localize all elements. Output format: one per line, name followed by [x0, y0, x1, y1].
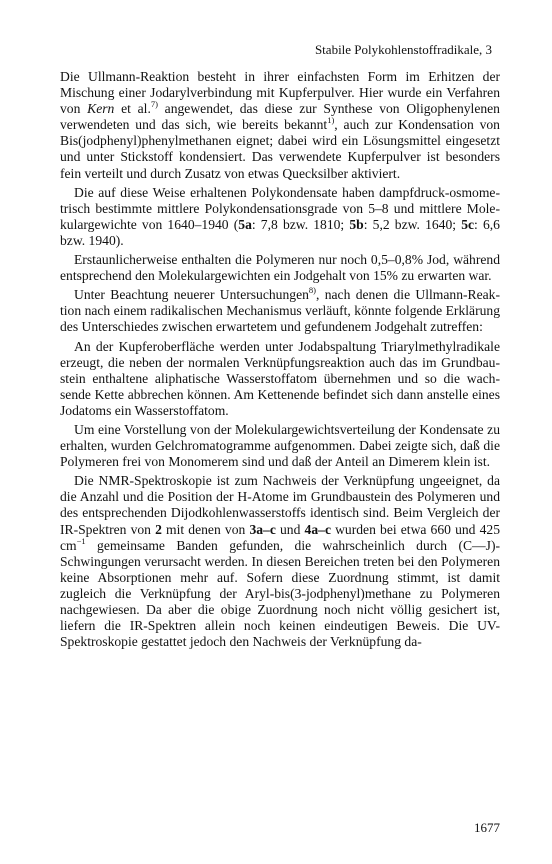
- superscript: −1: [76, 535, 86, 546]
- italic-text: Kern: [87, 101, 115, 117]
- superscript: 1): [327, 115, 335, 126]
- text-run: und: [275, 521, 305, 537]
- text-run: gemeinsame Banden gefunden, die wahrscheinlich durch (C—J)-Schwingungen verursacht werden. In diesen Bereichen treten bei den Polymeren keine Absorptionen mehr auf. Sofern diese Zuordnung stimmt, ist damit zugleich die Verknüpfung der Aryl-bis(3-jodphenyl)methane zu Polymeren nachgewiesen. Da aber die obige Zuordnung noch nicht völlig gesichert ist, liefern die IR-Spektren allein noch keinen eindeutigen Beweis. Die UV-Spektroskopie gestattet jedoch den Nachweis der Verknüpfung da-: [60, 537, 500, 650]
- compound-label: 5c: [461, 216, 475, 232]
- text-run: mit denen von: [161, 521, 250, 537]
- superscript: 8): [308, 285, 316, 296]
- text-run: An der Kupferoberfläche werden unter Jodabspaltung Triarylmethylradikale erzeugt, die neben der normalen Verknüpfungsreaktion auch das im Grundbaustein enthaltene aliphatische Wasserstoffatom übernehmen und so die wachsende Kette abbrechen können. Am Kettenende befindet sich dann anstelle eines Jodatoms ein Wasserstoffatom.: [60, 338, 500, 418]
- compound-label: 5b: [349, 216, 364, 232]
- paragraph: [60, 422, 500, 470]
- text-run: Erstaunlicherweise enthalten die Polymeren nur noch 0,5–0,8% Jod, während entsprechend den Molekulargewichten ein Jodgehalt von 15% zu erwarten war.: [60, 252, 500, 284]
- text-run: Die NMR-Spektroskopie ist zum Nachweis der Verknüpfung ungeeignet, da die Anzahl und die Position der H-Atome im Grundbaustein des Polymeren und des entsprechenden Dijodkohlenwasserstoffs identisch sind. Beim Vergleich der IR-Spektren von: [60, 473, 500, 537]
- paragraph: [60, 339, 500, 419]
- page-number: 1677: [474, 820, 500, 835]
- body-text: [60, 69, 500, 653]
- paragraph: [60, 185, 500, 249]
- compound-label: 2: [155, 521, 162, 537]
- text-run: , auch zur Kondensation von Bis(jodphenyl)phenylmethanen eignet; dabei wird ein Lösungsmittel eingesetzt und unter Stickstoff kondensiert. Das verwendete Kupferpulver ist besonders fein verteilt und durch Zusatz von etwas Quecksilber aktiviert.: [60, 117, 500, 181]
- running-header: Stabile Polykohlenstoffradikale, 3: [314, 42, 492, 57]
- text-run: : 6,6 bzw. 1940).: [60, 216, 500, 248]
- text-run: Unter Beachtung neuerer Untersuchungen: [74, 287, 309, 303]
- paragraph: [60, 252, 500, 284]
- paragraph: [60, 473, 500, 650]
- text-run: Um eine Vorstellung von der Molekulargewichtsverteilung der Kondensate zu erhalten, wurden Gelchromatogramme aufgenommen. Dabei zeigte sich, daß die Polymeren frei von Monomerem sind und daß der Anteil an Dimerem klein ist.: [60, 421, 500, 470]
- text-run: et al.: [114, 101, 151, 117]
- text-run: wurden bei etwa 660 und 425 cm: [60, 521, 501, 553]
- text-run: Die auf diese Weise erhaltenen Polykondensate haben dampfdruck-osmometrisch bestimmte mittlere Polykondensationsgrade von 5–8 und mittlere Molekulargewichte von 1640–1940 (: [60, 184, 500, 232]
- compound-label: 3a–c: [249, 521, 276, 537]
- text-run: angewendet, das diese zur Synthese von Oligophenylenen verwendeten und das sich, wie bereits bekannt: [60, 101, 500, 133]
- superscript: 7): [150, 99, 158, 110]
- paragraph: [60, 69, 500, 182]
- text-run: : 7,8 bzw. 1810;: [251, 216, 350, 232]
- compound-label: 5a: [238, 216, 252, 232]
- text-run: , nach denen die Ullmann-Reaktion nach einem radikalischen Mechanismus verläuft, könnte folgende Erklärung des Unterschiedes zwischen erwartetem und gefundenem Jodgehalt zutreffen:: [60, 287, 500, 335]
- text-run: : 5,2 bzw. 1640;: [363, 216, 462, 232]
- paragraph: [60, 287, 500, 335]
- compound-label: 4a–c: [304, 521, 331, 537]
- text-run: Die Ullmann-Reaktion besteht in ihrer einfachsten Form im Erhitzen der Mischung einer Jodarylverbindung mit Kupferpulver. Hier wurde ein Verfahren von: [60, 69, 500, 117]
